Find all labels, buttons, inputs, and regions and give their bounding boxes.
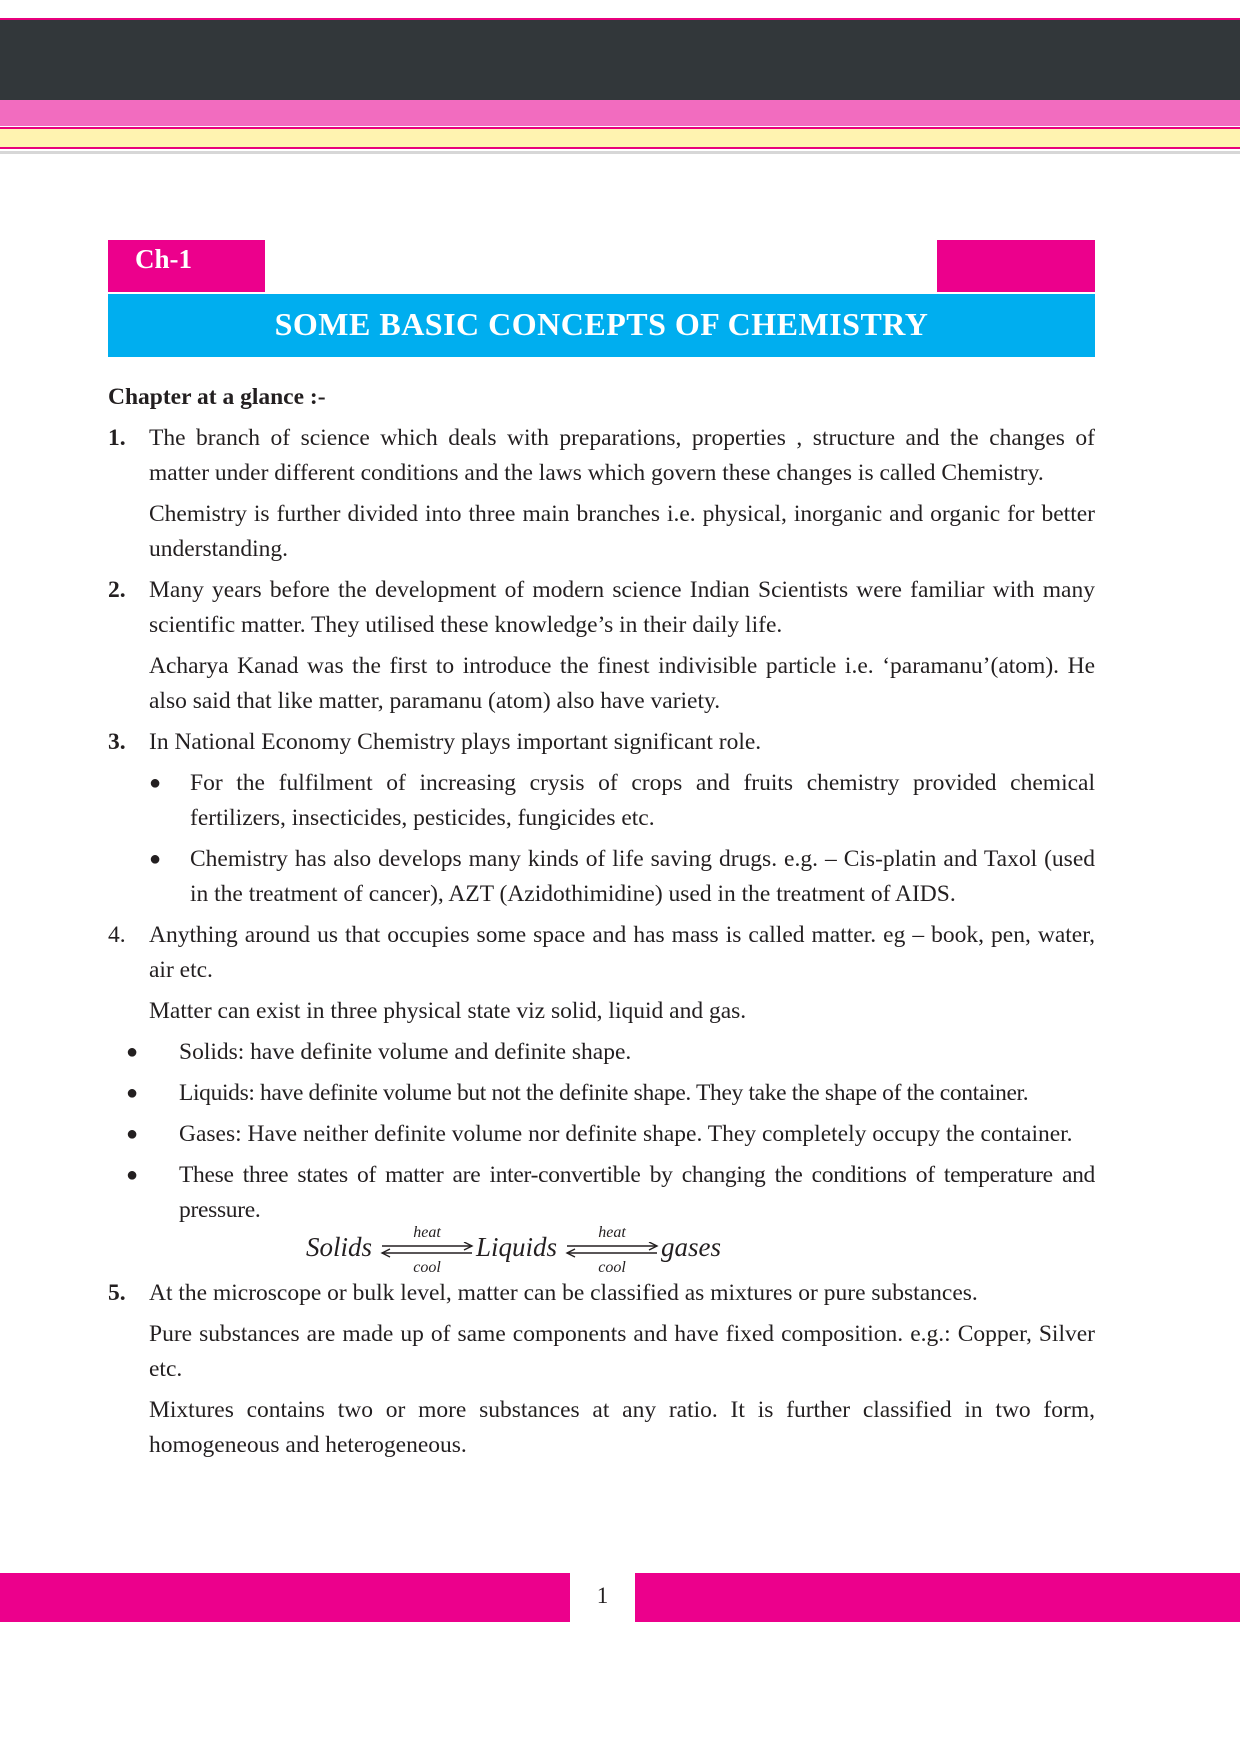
item-paragraph: Pure substances are made up of same components and have fixed composition. e.g.: Copper, Silver etc. (149, 1321, 1095, 1382)
bullet-item (108, 1158, 1095, 1228)
bullet-item (108, 1035, 1095, 1070)
bullet-text: Gases: Have neither definite volume nor definite shape. They completely occupy the container. (179, 1121, 1073, 1147)
chapter-content (108, 380, 1095, 1469)
bullet-item (108, 1076, 1095, 1111)
bullet-text: Solids: have definite volume and definite shape. (179, 1039, 632, 1065)
bullet-icon: ● (126, 1041, 139, 1063)
list-item-2 (108, 573, 1095, 719)
chapter-tab-decoration (937, 240, 1095, 292)
bullet-item (108, 1117, 1095, 1152)
double-arrow-icon (380, 1242, 474, 1258)
bullet-icon: ● (149, 772, 162, 794)
footer-band-right (635, 1573, 1240, 1622)
item-number: 3. (108, 729, 126, 755)
bullet-text: These three states of matter are inter-convertible by changing the conditions of temperature and pressure. (179, 1162, 1095, 1223)
item-paragraph: At the microscope or bulk level, matter can be classified as mixtures or pure substances. (149, 1280, 978, 1306)
bullet-text: For the fulfilment of increasing crysis of crops and fruits chemistry provided chemical fertilizers, insecticides, pesticides, fungicides etc. (190, 770, 1095, 831)
states-equation (108, 1226, 1095, 1276)
section-subheading: Chapter at a glance :- (108, 384, 326, 410)
arrow-label-heat: heat (413, 1224, 441, 1241)
item-paragraph: Matter can exist in three physical state viz solid, liquid and gas. (149, 998, 747, 1024)
arrow-label-cool: cool (598, 1259, 626, 1276)
double-arrow-icon (565, 1242, 659, 1258)
header-yellow-band (0, 129, 1240, 147)
list-item-3 (108, 725, 1095, 912)
arrow-label-heat: heat (598, 1224, 626, 1241)
bullet-item (149, 842, 1095, 912)
item-number: 4. (108, 922, 126, 948)
bullet-text: Chemistry has also develops many kinds of life saving drugs. e.g. – Cis-platin and Taxol (used in the treatment of cancer), AZT (Azidothimidine) used in the treatment of AIDS. (190, 846, 1095, 907)
footer-band-left (0, 1573, 570, 1622)
item-paragraph: The branch of science which deals with preparations, properties , structure and the changes of matter under different conditions and the laws which govern these changes is called Chemistry. (149, 425, 1095, 486)
header-magenta-rule (0, 147, 1240, 149)
equilibrium-arrow-icon (380, 1224, 474, 1276)
item-paragraph: In National Economy Chemistry plays important significant role. (149, 729, 762, 755)
page-number: 1 (596, 1583, 609, 1608)
equation-solids: Solids (306, 1232, 373, 1262)
list-item-5 (108, 1276, 1095, 1463)
bullet-item (149, 766, 1095, 836)
header-dark-band (0, 18, 1240, 100)
item-paragraph: Many years before the development of modern science Indian Scientists were familiar with many scientific matter. They utilised these knowledge’s in their daily life. (149, 577, 1095, 638)
chapter-label: Ch-1 (108, 240, 265, 292)
bullet-icon: ● (126, 1123, 139, 1145)
chapter-title: SOME BASIC CONCEPTS OF CHEMISTRY (108, 292, 1095, 357)
bullet-text: Liquids: have definite volume but not the definite shape. They take the shape of the container. (179, 1080, 1029, 1106)
bullet-icon: ● (149, 848, 162, 870)
equilibrium-arrow-icon (565, 1224, 659, 1276)
list-item-4 (108, 918, 1095, 1029)
equation-liquids: Liquids (476, 1232, 558, 1262)
list-item-1 (108, 421, 1095, 567)
header-grey-rule (0, 151, 1240, 154)
item-number: 5. (108, 1280, 126, 1306)
arrow-label-cool: cool (413, 1259, 441, 1276)
header-pink-band (0, 100, 1240, 126)
item-paragraph: Anything around us that occupies some space and has mass is called matter. eg – book, pen, water, air etc. (149, 922, 1095, 983)
bullet-icon: ● (126, 1082, 139, 1104)
equation-gases: gases (661, 1232, 721, 1262)
bullet-icon: ● (126, 1164, 139, 1186)
item-number: 1. (108, 425, 126, 451)
item-paragraph: Chemistry is further divided into three main branches i.e. physical, inorganic and organic for better understanding. (149, 501, 1095, 562)
item-paragraph: Acharya Kanad was the first to introduce the finest indivisible particle i.e. ‘paramanu’(atom). He also said that like matter, paramanu (atom) also have variety. (149, 653, 1095, 714)
item-number: 2. (108, 577, 126, 603)
item-paragraph: Mixtures contains two or more substances at any ratio. It is further classified in two form, homogeneous and heterogeneous. (149, 1397, 1095, 1458)
